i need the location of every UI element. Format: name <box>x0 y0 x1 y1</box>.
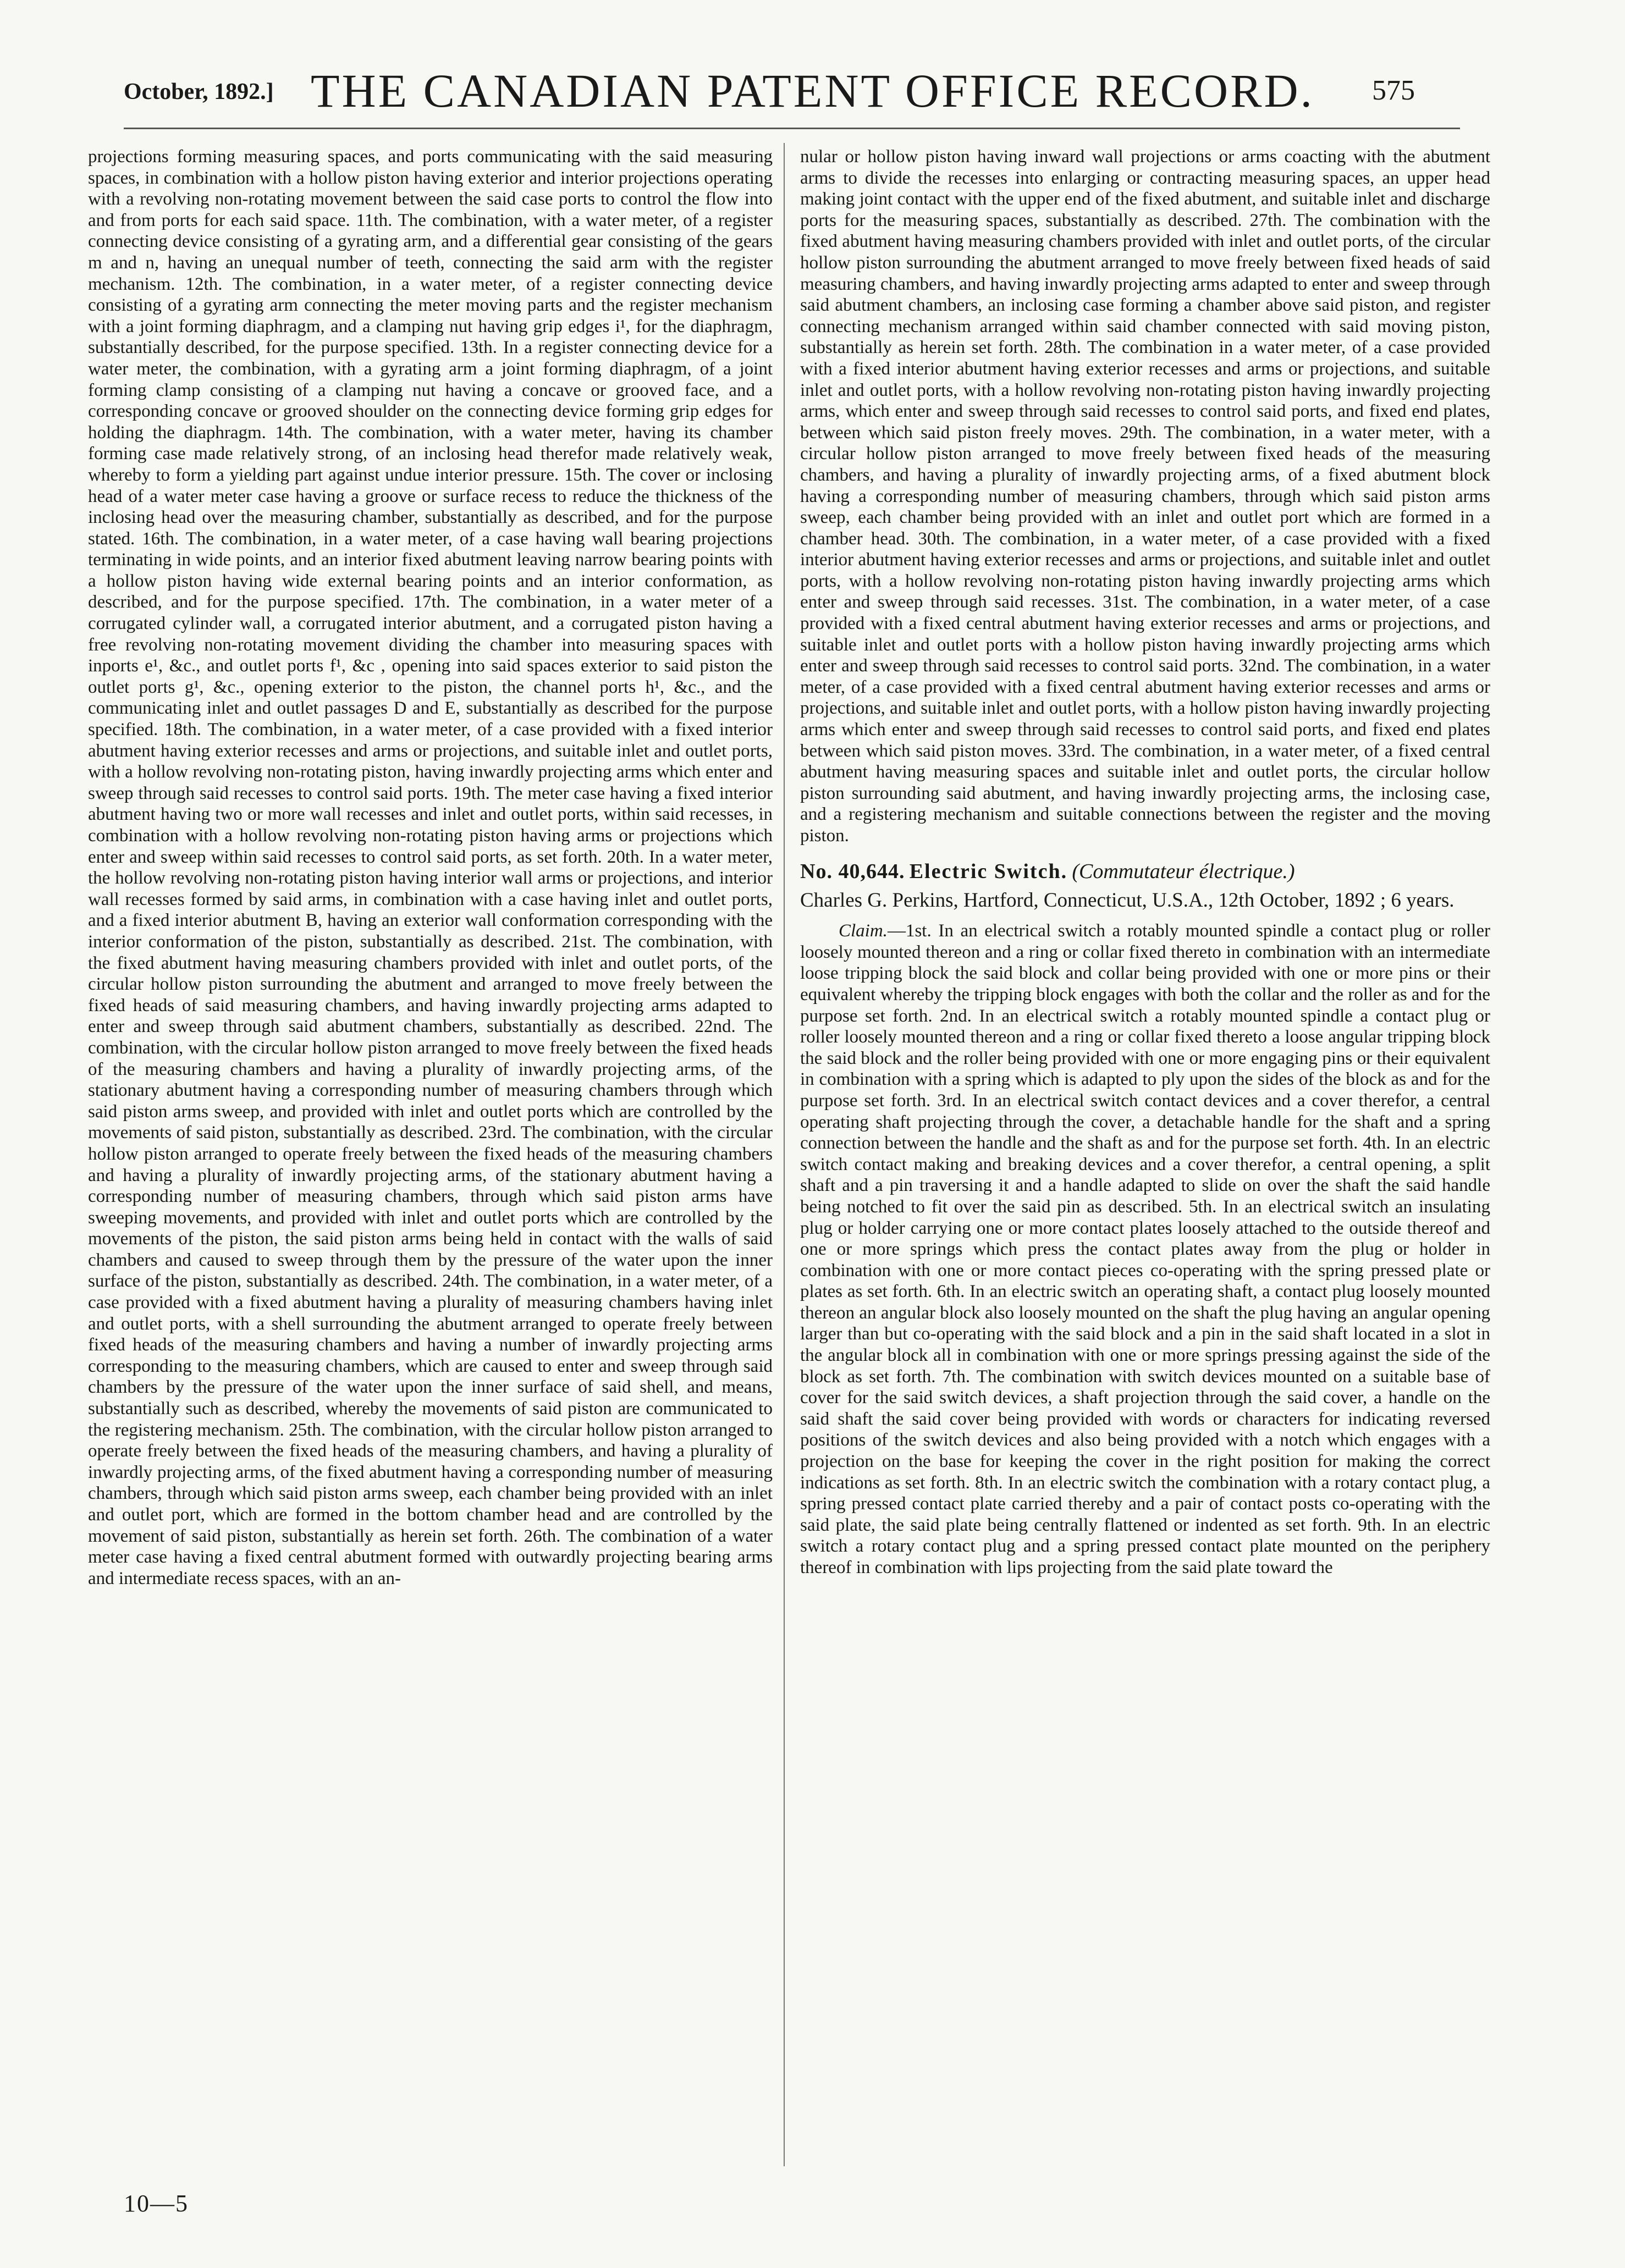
claims-paragraph <box>800 920 1490 1578</box>
claim-text: —1st. In an electrical switch a rotably mounted spindle a contact plug or roller loosely mounted thereon and a ring or collar fixed thereto in combination with an intermediate loose tripping block the said block and collar being provided with one or more pins or their equivalent whereby the tripping block engages with both the collar and the roller as and for the purpose set forth. 2nd. In an electrical switch a rotably mounted spindle a contact plug or roller loosely mounted thereon and a ring or collar fixed thereto a loose angular tripping block the said block and the roller being provided with one or more engaging pins or their equivalent in combination with a spring which is adapted to ply upon the sides of the block as and for the purpose set forth. 3rd. In an electrical switch contact devices and a cover therefor, a central operating shaft projecting through the cover, a detachable handle for the shaft and a spring connection between the handle and the shaft as and for the purpose set forth. 4th. In an electric switch contact making and breaking devices and a cover therefor, a central opening, a split shaft and a pin traversing it and a handle adapted to slide on over the shaft the said handle being notched to fit over the said pin as described. 5th. In an electrical switch an insulating plug or holder carrying one or more contact plates loosely attached to the outside thereof and one or more springs which press the contact plates away from the plug or holder in combination with one or more contact pieces co-operating with the spring pressed plate or plates as set forth. 6th. In an electric switch an operating shaft, a contact plug loosely mounted thereon an angular block also loosely mounted on the shaft the plug having an angular opening larger than but co-operating with the said block and a pin in the said shaft located in a slot in the angular block all in combination with one or more springs pressing against the side of the block as set forth. 7th. The combination with switch devices mounted on a suitable base of cover for the said switch devices, a shaft projection through the said cover, a handle on the said shaft the said cover being provided with words or characters for indicating reversed positions of the switch devices and also being provided with a notch which engages with a projection on the base for keeping the cover in the right position for making the correct indications as set forth. 8th. In an electric switch the combination with a rotary contact plug, a spring pressed contact plate carried thereby and a pair of contact posts co-operating with the said plate, the said plate being centrally flattened or indented as set forth. 9th. In an electric switch a rotary contact plug and a spring pressed contact plate mounted on the periphery thereof in combination with lips projecting from the said plate toward the <box>800 921 1490 1577</box>
header-rule <box>124 128 1460 129</box>
column-divider <box>784 143 785 2166</box>
issue-date: October, 1892.] <box>124 79 274 104</box>
publication-title: THE CANADIAN PATENT OFFICE RECORD. <box>310 64 1315 117</box>
right-column <box>800 146 1490 2192</box>
claim-label: Claim. <box>839 921 888 941</box>
patent-heading <box>800 861 1490 884</box>
page-number: 575 <box>1372 75 1415 106</box>
signature-mark: 10—5 <box>124 2190 189 2217</box>
left-column <box>88 146 773 2175</box>
claims-continuation-right: nular or hollow piston having inward wall projections or arms coacting with the abutment arms to divide the recesses into enlarging or contracting measuring spaces, an upper head making joint contact with the upper end of the fixed abutment, and suitable inlet and discharge ports for the measuring spaces, substantially as described. 27th. The combination with the fixed abutment having measuring chambers provided with inlet and outlet ports, of the circular hollow piston surrounding the abutment arranged to move freely between fixed heads of said measuring chambers, and having inwardly projecting arms adapted to enter and sweep through said abutment chambers, an inclosing case forming a chamber above said piston, and register connecting mechanism arranged within said chamber connected with said moving piston, substantially as herein set forth. 28th. The combination in a water meter, of a case provided with a fixed interior abutment having exterior recesses and arms or projections, and suitable inlet and outlet ports, with a hollow revolving non-rotating piston having inwardly projecting arms, which enter and sweep through said recesses to control said ports, and fixed end plates, between which said piston freely moves. 29th. The combination, in a water meter, with a circular hollow piston arranged to move freely between fixed heads of the measuring chambers, and having a plurality of inwardly projecting arms, of a fixed abutment block having a corresponding number of measuring chambers, through which said piston arms sweep, each chamber being provided with an inlet and outlet port which are formed in a chamber head. 30th. The combination, in a water meter, of a case provided with a fixed interior abutment having exterior recesses and arms or projections, and suitable inlet and outlet ports, with a hollow revolving non-rotating piston having inwardly projecting arms which enter and sweep through said recesses. 31st. The combination, in a water meter, of a case provided with a fixed central abutment having exterior recesses and arms or projections, and suitable inlet and outlet ports with a hollow piston having inwardly projecting arms which enter and sweep through said recesses to control said ports. 32nd. The combination, in a water meter, of a case provided with a fixed central abutment having exterior recesses and arms or projections, and suitable inlet and outlet ports, with a hollow piston having inwardly projecting arms which enter and sweep through said recesses to control said ports, and fixed end plates between which said piston moves. 33rd. The combination, in a water meter, of a fixed central abutment having measuring spaces and suitable inlet and outlet ports, the circular hollow piston surrounding said abutment, and having inwardly projecting arms, the inclosing case, and a registering mechanism and suitable connections between the register and the moving piston. <box>800 147 1490 846</box>
patent-number: No. 40,644. <box>800 859 905 883</box>
running-header <box>0 58 1625 124</box>
inventor-line: Charles G. Perkins, Hartford, Connecticut, U.S.A., 12th October, 1892 ; 6 years. <box>800 889 1455 912</box>
patent-french-title: (Commutateur électrique.) <box>1072 859 1295 883</box>
claims-continuation-left: projections forming measuring spaces, and ports communicating with the said measuring spaces, in combination with a hollow piston having exterior and interior projections operating with a revolving non-rotating movement between the said case ports to control the flow into and from ports for each said space. 11th. The combination, with a water meter, of a register connecting device consisting of a gyrating arm, and a differential gear consisting of the gears m and n, having an unequal number of teeth, connecting the said arm with the register mechanism. 12th. The combination, in a water meter, of a register connecting device consisting of a gyrating arm connecting the meter moving parts and the register mechanism with a joint forming diaphragm, and a clamping nut having grip edges i¹, for the diaphragm, substantially described, for the purpose specified. 13th. In a register connecting device for a water meter, the combination, with a gyrating arm a joint forming diaphragm, of a joint forming clamp consisting of a clamping nut having a concave or grooved face, and a corresponding concave or grooved shoulder on the connecting device forming grip edges for holding the diaphragm. 14th. The combination, with a water meter, having its chamber forming case made relatively strong, of an inclosing head therefor made relatively weak, whereby to form a yielding part against undue interior pressure. 15th. The cover or inclosing head of a water meter case having a groove or surface recess to reduce the thickness of the inclosing head over the measuring chamber, substantially as described, and for the purpose stated. 16th. The combination, in a water meter, of a case having wall bearing projections terminating in wide points, and an interior fixed abutment leaving narrow bearing points with a hollow piston having wide external bearing points and an interior conformation, as described, and for the purpose specified. 17th. The combination, in a water meter of a corrugated cylinder wall, a corrugated interior abutment, and a corrugated piston having a free revolving non-rotating movement dividing the chamber into measuring spaces with inports e¹, &c., and outlet ports f¹, &c , opening into said spaces exterior to said piston the outlet ports g¹, &c., opening exterior to the piston, the channel ports h¹, &c., and the communicating inlet and outlet passages D and E, substantially as described for the purpose specified. 18th. The combination, in a water meter, of a case provided with a fixed interior abutment having exterior recesses and arms or projections, and suitable inlet and outlet ports, with a hollow revolving non-rotating piston, having inwardly projecting arms which enter and sweep through said recesses to control said ports. 19th. The meter case having a fixed interior abutment having two or more wall recesses and inlet and outlet ports, within said recesses, in combination with a hollow revolving non-rotating piston having arms or projections which enter and sweep within said recesses to control said ports, as set forth. 20th. In a water meter, the hollow revolving non-rotating piston having interior wall arms or projections, and interior wall recesses formed by said arms, in combination with a case having inlet and outlet ports, and a fixed interior abutment B, having an exterior wall conformation corresponding with the interior conformation of the piston, substantially as described. 21st. The combination, with the fixed abutment having measuring chambers provided with inlet and outlet ports, of the circular hollow piston surrounding the abutment and arranged to move freely between the fixed heads of said measuring chambers, and having inwardly projecting arms adapted to enter and sweep through said abutment chambers, substantially as described. 22nd. The combination, with the circular hollow piston arranged to move freely between the fixed heads of the measuring chambers and having a plurality of inwardly projecting arms, of the stationary abutment having a corresponding number of measuring chambers through which said piston arms sweep, and provided with inlet and outlet ports which are controlled by the movements of said piston, substantially as described. 23rd. The combination, with the circular hollow piston arranged to operate freely between the fixed heads of the measuring chambers and having a plurality of inwardly projecting arms, of the stationary abutment having a corresponding number of measuring chambers, through which said piston arms have sweeping movements, and provided with inlet and outlet ports which are controlled by the movements of the piston, the said piston arms being held in contact with the walls of said chambers and caused to sweep through them by the pressure of the water upon the inner surface of the piston, substantially as described. 24th. The combination, in a water meter, of a case provided with a fixed abutment having a plurality of measuring chambers having inlet and outlet ports, with a shell surrounding the abutment arranged to operate freely between fixed heads of the measuring chambers and having a number of inwardly projecting arms corresponding to the measuring chambers, which are caused to enter and sweep through said chambers by the pressure of the water upon the inner surface of said shell, and means, substantially such as described, whereby the movements of said piston are communicated to the registering mechanism. 25th. The combination, with the circular hollow piston arranged to operate freely between the fixed heads of the measuring chambers, and having a plurality of inwardly projecting arms, of the fixed abutment having a corresponding number of measuring chambers, through which said piston arms sweep, each chamber being provided with an inlet and outlet port, which are formed in the bottom chamber head and are controlled by the movement of said piston, substantially as herein set forth. 26th. The combination of a water meter case having a fixed central abutment formed with outwardly projecting bearing arms and intermediate recess spaces, with an an- <box>88 147 773 1588</box>
patent-subject: Electric Switch. <box>909 859 1068 883</box>
